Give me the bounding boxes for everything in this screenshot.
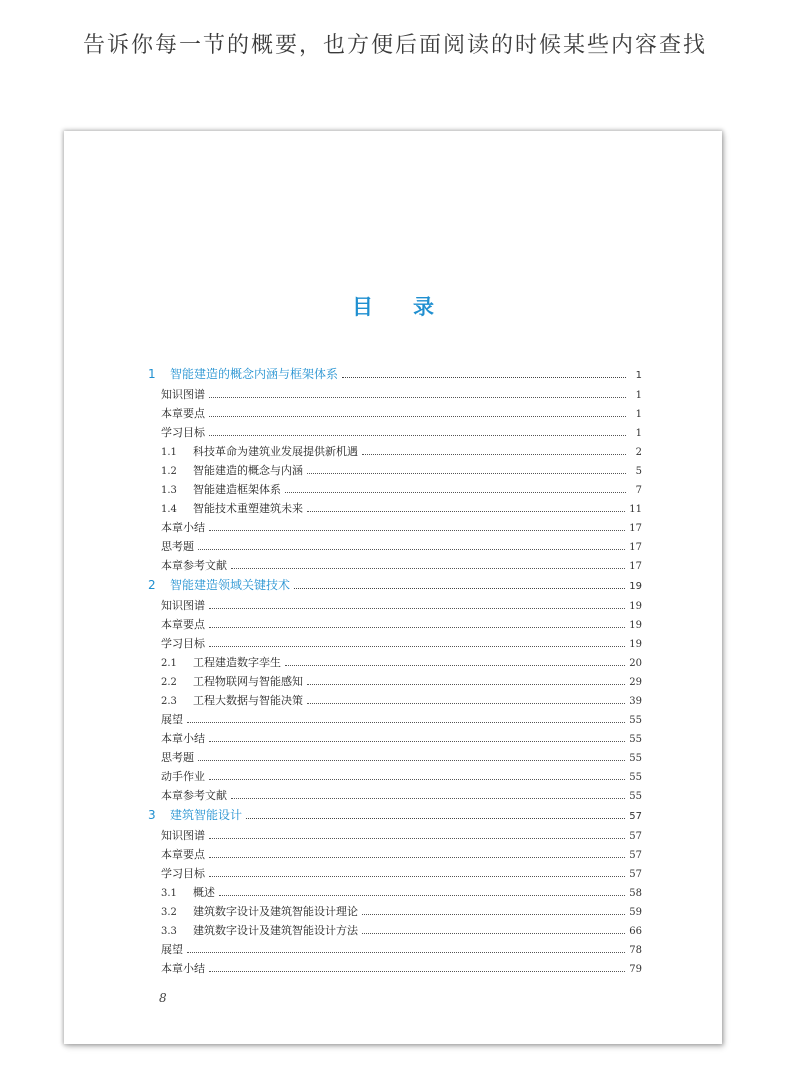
toc-entry-page: 19: [629, 639, 642, 650]
toc-entry-number: 3.1: [161, 888, 177, 899]
toc-entry-label: 科技革命为建筑业发展提供新机遇: [193, 445, 358, 458]
toc-entry-number: 2: [148, 578, 156, 592]
toc-entry-label: 展望: [161, 943, 183, 956]
toc-entry-page: 79: [629, 964, 642, 975]
toc-entry-number: 2.2: [161, 677, 177, 688]
toc-entry-page: 59: [629, 907, 642, 918]
toc-entry[interactable]: [148, 672, 642, 691]
page-number: 8: [159, 991, 167, 1005]
toc-entry-page: 55: [629, 753, 642, 764]
toc-entry-label: 工程大数据与智能决策: [193, 694, 303, 707]
toc-entry-label: 工程建造数字孪生: [193, 656, 281, 669]
toc-entry-label: 知识图谱: [161, 829, 205, 842]
toc-entry-label: 本章要点: [161, 848, 205, 861]
toc-chapter-entry[interactable]: [148, 575, 642, 596]
toc-title-right: 录: [413, 294, 434, 319]
toc-entry-label: 展望: [161, 713, 183, 726]
toc-entry-page: 57: [629, 850, 642, 861]
toc-entry-page: 57: [629, 811, 642, 822]
toc-entry[interactable]: [148, 385, 642, 404]
toc-entry[interactable]: [148, 653, 642, 672]
toc-entry-page: 29: [629, 677, 642, 688]
toc-entry-number: 1.1: [161, 447, 177, 458]
toc-dot-leader: [219, 894, 625, 896]
toc-entry-page: 19: [629, 601, 642, 612]
toc-entry-number: 2.1: [161, 658, 177, 669]
toc-chapter-entry[interactable]: [148, 364, 642, 385]
toc-dot-leader: [362, 453, 626, 455]
toc-dot-leader: [209, 875, 625, 877]
toc-dot-leader: [209, 626, 625, 628]
toc-entry-label: 智能建造领域关键技术: [170, 578, 291, 592]
toc-entry-label: 知识图谱: [161, 599, 205, 612]
toc-dot-leader: [209, 396, 626, 398]
toc-entry-label: 智能建造的概念与内涵: [193, 464, 303, 477]
toc-entry-label: 本章小结: [161, 732, 205, 745]
toc-entry-page: 55: [629, 772, 642, 783]
toc-entry-label: 智能技术重塑建筑未来: [193, 502, 303, 515]
toc-dot-leader: [209, 415, 626, 417]
toc-dot-leader: [209, 607, 625, 609]
toc-dot-leader: [294, 587, 625, 589]
toc-dot-leader: [209, 856, 625, 858]
toc-entry-page: 1: [635, 370, 642, 381]
toc-entry[interactable]: [148, 480, 642, 499]
toc-entry[interactable]: [148, 634, 642, 653]
toc-entry-label: 建筑数字设计及建筑智能设计理论: [193, 905, 358, 918]
toc-entry-label: 本章小结: [161, 962, 205, 975]
toc-entry[interactable]: [148, 461, 642, 480]
toc-entry-label: 学习目标: [161, 637, 205, 650]
toc-dot-leader: [307, 510, 625, 512]
toc-entry-number: 1: [148, 367, 156, 381]
toc-dot-leader: [198, 548, 625, 550]
toc-dot-leader: [187, 721, 625, 723]
toc-entry[interactable]: [148, 864, 642, 883]
toc-dot-leader: [362, 932, 625, 934]
toc-entry-label: 智能建造框架体系: [193, 483, 281, 496]
toc-entry[interactable]: [148, 404, 642, 423]
toc-entry[interactable]: [148, 921, 642, 940]
toc-entry-page: 57: [629, 869, 642, 880]
toc-entry-label: 知识图谱: [161, 388, 205, 401]
toc-entry-label: 思考题: [161, 540, 194, 553]
toc-entry-page: 2: [635, 447, 642, 458]
toc-entry[interactable]: [148, 883, 642, 902]
toc-entry[interactable]: [148, 691, 642, 710]
toc-entry-page: 5: [635, 466, 642, 477]
toc-entry-label: 本章要点: [161, 618, 205, 631]
toc-entry-number: 1.3: [161, 485, 177, 496]
toc-dot-leader: [342, 376, 626, 378]
toc-dot-leader: [362, 913, 625, 915]
toc-dot-leader: [285, 664, 625, 666]
toc-entry-label: 学习目标: [161, 867, 205, 880]
toc-entry-page: 39: [629, 696, 642, 707]
toc-dot-leader: [209, 778, 625, 780]
toc-dot-leader: [209, 434, 626, 436]
toc-chapter-entry[interactable]: [148, 805, 642, 826]
toc-entry-label: 本章要点: [161, 407, 205, 420]
toc-dot-leader: [246, 817, 625, 819]
toc-entry[interactable]: [148, 767, 642, 786]
toc-entry-page: 19: [629, 581, 642, 592]
toc-dot-leader: [285, 491, 626, 493]
toc-dot-leader: [307, 702, 625, 704]
toc-entry-label: 建筑智能设计: [170, 808, 243, 822]
toc-dot-leader: [198, 759, 625, 761]
toc-entry[interactable]: [148, 442, 642, 461]
toc-dot-leader: [209, 740, 625, 742]
table-of-contents: [148, 364, 642, 978]
toc-dot-leader: [231, 797, 625, 799]
toc-entry-label: 本章参考文献: [161, 559, 227, 572]
toc-entry-page: 55: [629, 715, 642, 726]
toc-entry-label: 动手作业: [161, 770, 205, 783]
toc-entry-page: 17: [629, 523, 642, 534]
toc-title-left: 目: [352, 294, 373, 319]
toc-entry-label: 学习目标: [161, 426, 205, 439]
toc-entry[interactable]: [148, 826, 642, 845]
toc-entry-number: 2.3: [161, 696, 177, 707]
toc-entry-page: 1: [635, 390, 642, 401]
toc-entry-page: 19: [629, 620, 642, 631]
toc-entry[interactable]: [148, 499, 642, 518]
toc-entry-label: 概述: [193, 886, 215, 899]
toc-dot-leader: [307, 472, 626, 474]
toc-entry-label: 建筑数字设计及建筑智能设计方法: [193, 924, 358, 937]
toc-entry-page: 58: [629, 888, 642, 899]
toc-entry-page: 11: [629, 504, 642, 515]
toc-entry[interactable]: [148, 959, 642, 978]
toc-entry-number: 1.2: [161, 466, 177, 477]
toc-dot-leader: [209, 645, 625, 647]
toc-entry[interactable]: [148, 537, 642, 556]
toc-title: [64, 291, 722, 321]
toc-entry[interactable]: [148, 748, 642, 767]
toc-entry-label: 思考题: [161, 751, 194, 764]
toc-entry-page: 7: [635, 485, 642, 496]
toc-dot-leader: [187, 951, 625, 953]
toc-dot-leader: [209, 837, 625, 839]
toc-entry-label: 本章参考文献: [161, 789, 227, 802]
toc-entry-page: 17: [629, 561, 642, 572]
toc-entry-number: 1.4: [161, 504, 177, 515]
toc-entry[interactable]: [148, 518, 642, 537]
toc-entry-page: 57: [629, 831, 642, 842]
toc-entry[interactable]: [148, 902, 642, 921]
toc-entry-label: 智能建造的概念内涵与框架体系: [170, 367, 339, 381]
toc-entry-page: 20: [629, 658, 642, 669]
toc-entry-page: 17: [629, 542, 642, 553]
toc-entry-label: 工程物联网与智能感知: [193, 675, 303, 688]
toc-entry-number: 3.2: [161, 907, 177, 918]
toc-entry[interactable]: [148, 786, 642, 805]
page-caption: 告诉你每一节的概要，也方便后面阅读的时候某些内容查找: [82, 33, 707, 58]
toc-entry-page: 1: [635, 409, 642, 420]
toc-entry[interactable]: [148, 710, 642, 729]
toc-entry[interactable]: [148, 556, 642, 575]
toc-entry-page: 66: [629, 926, 642, 937]
toc-dot-leader: [307, 683, 625, 685]
toc-entry-page: 55: [629, 791, 642, 802]
toc-dot-leader: [209, 970, 625, 972]
toc-entry[interactable]: [148, 615, 642, 634]
toc-entry[interactable]: [148, 596, 642, 615]
toc-dot-leader: [231, 567, 625, 569]
book-page: [64, 131, 722, 1044]
toc-entry-page: 1: [635, 428, 642, 439]
toc-dot-leader: [209, 529, 625, 531]
toc-entry[interactable]: [148, 845, 642, 864]
toc-entry[interactable]: [148, 423, 642, 442]
toc-entry-number: 3.3: [161, 926, 177, 937]
toc-entry-label: 本章小结: [161, 521, 205, 534]
toc-entry[interactable]: [148, 940, 642, 959]
toc-entry[interactable]: [148, 729, 642, 748]
toc-entry-page: 55: [629, 734, 642, 745]
toc-entry-number: 3: [148, 808, 156, 822]
toc-entry-page: 78: [629, 945, 642, 956]
